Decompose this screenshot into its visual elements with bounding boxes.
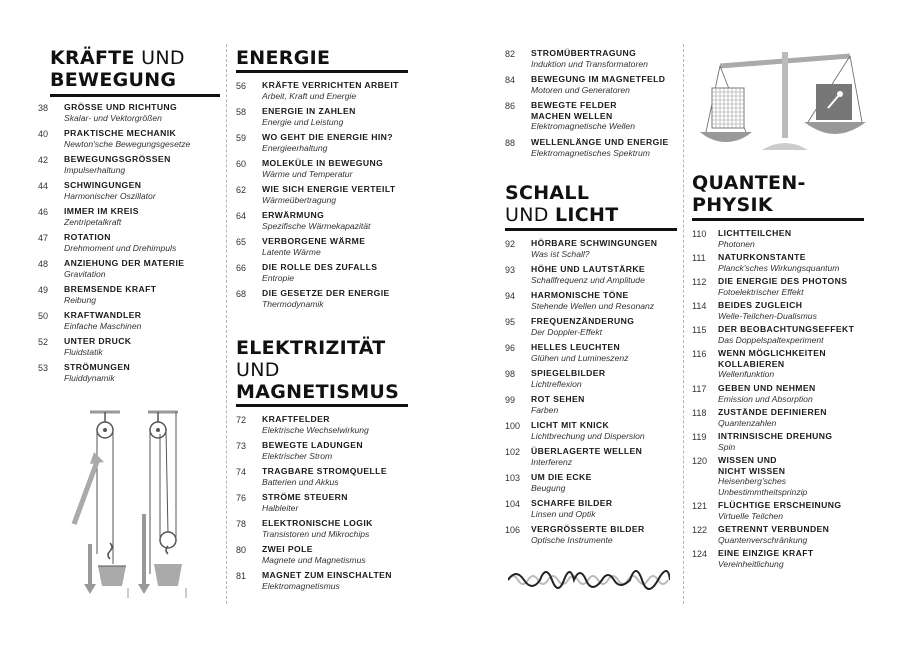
- entry-title: TRAGBARE STROMQUELLE: [262, 466, 387, 476]
- entry-subtitle: Energie und Leistung: [262, 116, 344, 127]
- section-title-quantum: [692, 172, 806, 216]
- title-part: UND: [236, 359, 280, 381]
- entry-title: ERWÄRMUNG: [262, 210, 325, 220]
- page-number: 80: [236, 545, 247, 555]
- page-number: 104: [505, 499, 521, 509]
- entry-title: LICHTTEILCHEN: [718, 228, 792, 238]
- entry-subtitle: Fotoelektrischer Effekt: [718, 286, 804, 297]
- entry-title: WO GEHT DIE ENERGIE HIN?: [262, 132, 393, 142]
- entry-subtitle: Der Doppler-Effekt: [531, 326, 603, 337]
- title-part: KRÄFTE: [50, 47, 135, 69]
- entry-title: IMMER IM KREIS: [64, 206, 139, 216]
- entry-subtitle: Latente Wärme: [262, 246, 321, 257]
- entry-subtitle: Elektromagnetisches Spektrum: [531, 147, 650, 158]
- entry-title: HÖHE UND LAUTSTÄRKE: [531, 264, 646, 274]
- entry-title: KRAFTWANDLER: [64, 310, 142, 320]
- balance-scale-icon: [700, 46, 870, 158]
- entry-subtitle: Was ist Schall?: [531, 248, 590, 259]
- page-number: 59: [236, 133, 247, 143]
- entry-title: WIE SICH ENERGIE VERTEILT: [262, 184, 396, 194]
- page-number: 96: [505, 343, 516, 353]
- entry-subtitle: Spezifische Wärmekapazität: [262, 220, 371, 231]
- entry-subtitle: Quantenverschränkung: [718, 534, 808, 545]
- entry-title: ENERGIE IN ZAHLEN: [262, 106, 356, 116]
- page-number: 115: [692, 325, 707, 335]
- entry-title: WISSEN UND: [718, 455, 777, 465]
- entry-subtitle: Photonen: [718, 238, 755, 249]
- page-number: 119: [692, 432, 707, 442]
- title-part: QUANTEN-: [692, 172, 806, 194]
- page-number: 38: [38, 103, 49, 113]
- entry-title: STRÖMUNGEN: [64, 362, 131, 372]
- entry-subtitle: Das Doppelspaltexperiment: [718, 334, 824, 345]
- entry-title: BEWEGUNG IM MAGNETFELD: [531, 74, 666, 84]
- entry-title: STRÖME STEUERN: [262, 492, 348, 502]
- entry-subtitle: Magnete und Magnetismus: [262, 554, 366, 565]
- title-part: PHYSIK: [692, 194, 773, 216]
- page-number: 103: [505, 473, 521, 483]
- sound-wave-icon: [508, 562, 670, 598]
- page-number: 95: [505, 317, 516, 327]
- entry-subtitle: Newton'sche Bewegungsgesetze: [64, 138, 191, 149]
- entry-title: DER BEOBACHTUNGSEFFEKT: [718, 324, 855, 334]
- entry-title: MAGNET ZUM EINSCHALTEN: [262, 570, 392, 580]
- section-rule: [236, 70, 408, 73]
- page-number: 52: [38, 337, 49, 347]
- page-number: 110: [692, 229, 707, 239]
- entry-title: ZWEI POLE: [262, 544, 313, 554]
- title-part: LICHT: [555, 204, 619, 226]
- entry-subtitle: Beugung: [531, 482, 566, 493]
- page-number: 99: [505, 395, 516, 405]
- title-part: UND: [134, 47, 185, 69]
- section-title-electricity: [236, 337, 399, 403]
- entry-title: MOLEKÜLE IN BEWEGUNG: [262, 158, 384, 168]
- page-number: 44: [38, 181, 49, 191]
- page-number: 78: [236, 519, 247, 529]
- page-number: 118: [692, 408, 707, 418]
- entry-subtitle: Lichtreflexion: [531, 378, 582, 389]
- pulley-system-icon: [60, 404, 200, 604]
- page-number: 50: [38, 311, 49, 321]
- entry-subtitle: Fluiddynamik: [64, 372, 115, 383]
- entry-title: ZUSTÄNDE DEFINIEREN: [718, 407, 827, 417]
- entry-subtitle: Einfache Maschinen: [64, 320, 142, 331]
- entry-subtitle: Transistoren und Mikrochips: [262, 528, 370, 539]
- entry-subtitle: Schallfrequenz und Amplitude: [531, 274, 645, 285]
- section-rule: [50, 94, 220, 97]
- page-number: 73: [236, 441, 247, 451]
- entry-subtitle: Glühen und Lumineszenz: [531, 352, 629, 363]
- entry-title: BEWEGTE LADUNGEN: [262, 440, 363, 450]
- page-number: 49: [38, 285, 49, 295]
- entry-subtitle: Elektrische Wechselwirkung: [262, 424, 369, 435]
- entry-title: HÖRBARE SCHWINGUNGEN: [531, 238, 658, 248]
- entry-title: BEWEGUNGSGRÖSSEN: [64, 154, 171, 164]
- entry-subtitle: Harmonischer Oszillator: [64, 190, 156, 201]
- page-number: 58: [236, 107, 247, 117]
- page-number: 42: [38, 155, 49, 165]
- title-part: UND: [505, 204, 555, 226]
- page-number: 81: [236, 571, 247, 581]
- page-number: 60: [236, 159, 247, 169]
- entry-subtitle: Spin: [718, 441, 736, 452]
- entry-title: DIE ROLLE DES ZUFALLS: [262, 262, 378, 272]
- page-number: 68: [236, 289, 247, 299]
- entry-title: VERBORGENE WÄRME: [262, 236, 366, 246]
- entry-title: GEBEN UND NEHMEN: [718, 383, 816, 393]
- entry-title: GRÖSSE UND RICHTUNG: [64, 102, 178, 112]
- title-part: BEWEGUNG: [50, 69, 177, 91]
- entry-title: FLÜCHTIGE ERSCHEINUNG: [718, 500, 842, 510]
- title-part: ELEKTRIZITÄT: [236, 337, 386, 359]
- entry-subtitle: Batterien und Akkus: [262, 476, 339, 487]
- page-number: 100: [505, 421, 521, 431]
- page-number: 121: [692, 501, 708, 511]
- entry-subtitle: Lichtbrechung und Dispersion: [531, 430, 645, 441]
- entry-title: HARMONISCHE TÖNE: [531, 290, 629, 300]
- page-number: 82: [505, 49, 516, 59]
- page-number: 122: [692, 525, 708, 535]
- section-title-sound-light: [505, 182, 618, 226]
- page-number: 117: [692, 384, 707, 394]
- entry-title: WELLENLÄNGE UND ENERGIE: [531, 137, 669, 147]
- page-number: 56: [236, 81, 247, 91]
- section-title-mechanics: [50, 47, 185, 91]
- page-number: 98: [505, 369, 516, 379]
- page-number: 86: [505, 101, 516, 111]
- entry-title: BREMSENDE KRAFT: [64, 284, 157, 294]
- section-title-energy: [236, 47, 330, 69]
- page-number: 53: [38, 363, 49, 373]
- entry-title: ROTATION: [64, 232, 111, 242]
- entry-subtitle: Impulserhaltung: [64, 164, 126, 175]
- entry-subtitle: Skalar- und Vektorgrößen: [64, 112, 162, 123]
- entry-title: DIE ENERGIE DES PHOTONS: [718, 276, 848, 286]
- entry-subtitle: Emission und Absorption: [718, 393, 813, 404]
- title-part: ENERGIE: [236, 47, 331, 69]
- entry-subtitle: Farben: [531, 404, 559, 415]
- page-number: 106: [505, 525, 521, 535]
- section-rule: [692, 218, 864, 221]
- entry-title: STROMÜBERTRAGUNG: [531, 48, 637, 58]
- page-number: 62: [236, 185, 247, 195]
- entry-subtitle: Arbeit, Kraft und Energie: [262, 90, 357, 101]
- page-number: 120: [692, 456, 708, 466]
- entry-title: FREQUENZÄNDERUNG: [531, 316, 635, 326]
- entry-title: GETRENNT VERBUNDEN: [718, 524, 830, 534]
- page-number: 111: [692, 253, 706, 263]
- title-part: SCHALL: [505, 182, 590, 204]
- page-number: 66: [236, 263, 247, 273]
- entry-title: MACHEN WELLEN: [531, 110, 613, 121]
- entry-subtitle: Heisenberg'sches: [718, 476, 787, 486]
- entry-subtitle: Fluidstatik: [64, 346, 103, 357]
- entry-subtitle: Unbestimmtheitsprinzip: [718, 486, 808, 497]
- entry-subtitle: Virtuelle Teilchen: [718, 510, 783, 521]
- entry-title: KOLLABIEREN: [718, 358, 785, 369]
- page-number: 47: [38, 233, 49, 243]
- entry-subtitle: Stehende Wellen und Resonanz: [531, 300, 655, 311]
- entry-subtitle: Thermodynamik: [262, 298, 324, 309]
- page-number: 64: [236, 211, 247, 221]
- entry-title: VERGRÖSSERTE BILDER: [531, 524, 645, 534]
- section-rule: [505, 228, 677, 231]
- page-number: 84: [505, 75, 516, 85]
- title-part: MAGNETISMUS: [236, 381, 400, 403]
- page-number: 46: [38, 207, 49, 217]
- entry-subtitle: Wärmeübertragung: [262, 194, 337, 205]
- entry-title: LICHT MIT KNICK: [531, 420, 610, 430]
- entry-title: DIE GESETZE DER ENERGIE: [262, 288, 390, 298]
- page-number: 124: [692, 549, 708, 559]
- entry-subtitle: Motoren und Generatoren: [531, 84, 630, 95]
- entry-title: SCHARFE BILDER: [531, 498, 613, 508]
- entry-title: NATURKONSTANTE: [718, 252, 806, 262]
- entry-title: EINE EINZIGE KRAFT: [718, 548, 814, 558]
- entry-subtitle: Reibung: [64, 294, 97, 305]
- entry-subtitle: Induktion und Transformatoren: [531, 58, 648, 69]
- entry-subtitle: Wellenfunktion: [718, 369, 775, 379]
- entry-title: ANZIEHUNG DER MATERIE: [64, 258, 185, 268]
- entry-title: ÜBERLAGERTE WELLEN: [531, 446, 643, 456]
- entry-subtitle: Linsen und Optik: [531, 508, 596, 519]
- entry-subtitle: Drehmoment und Drehimpuls: [64, 242, 177, 253]
- entry-subtitle: Optische Instrumente: [531, 534, 613, 545]
- entry-title: UNTER DRUCK: [64, 336, 132, 346]
- page-number: 76: [236, 493, 247, 503]
- entry-title: WENN MÖGLICHKEITEN: [718, 348, 826, 358]
- page-number: 74: [236, 467, 247, 477]
- page-number: 102: [505, 447, 521, 457]
- page-number: 40: [38, 129, 49, 139]
- entry-subtitle: Halbleiter: [262, 502, 299, 513]
- entry-subtitle: Elektromagnetismus: [262, 580, 340, 591]
- section-rule: [236, 404, 408, 407]
- entry-title: KRÄFTE VERRICHTEN ARBEIT: [262, 80, 399, 90]
- page-number: 116: [692, 349, 707, 359]
- column-separator: [226, 44, 227, 604]
- entry-title: SCHWINGUNGEN: [64, 180, 142, 190]
- entry-subtitle: Vereinheitlichung: [718, 558, 784, 569]
- entry-subtitle: Energieerhaltung: [262, 142, 328, 153]
- page-number: 114: [692, 301, 707, 311]
- page-number: 93: [505, 265, 516, 275]
- entry-subtitle: Wärme und Temperatur: [262, 168, 353, 179]
- page-number: 72: [236, 415, 247, 425]
- page-number: 88: [505, 138, 516, 148]
- page-number: 48: [38, 259, 49, 269]
- entry-title: INTRINSISCHE DREHUNG: [718, 431, 833, 441]
- column-separator: [683, 44, 684, 604]
- entry-subtitle: Elektrischer Strom: [262, 450, 333, 461]
- entry-subtitle: Welle-Teilchen-Dualismus: [718, 310, 817, 321]
- page-number: 65: [236, 237, 247, 247]
- entry-subtitle: Interferenz: [531, 456, 573, 467]
- entry-subtitle: Zentripetalkraft: [64, 216, 122, 227]
- entry-title: BEWEGTE FELDER: [531, 100, 617, 110]
- entry-title: SPIEGELBILDER: [531, 368, 606, 378]
- page-number: 94: [505, 291, 516, 301]
- entry-title: NICHT WISSEN: [718, 465, 786, 476]
- entry-title: BEIDES ZUGLEICH: [718, 300, 803, 310]
- entry-subtitle: Elektromagnetische Wellen: [531, 121, 635, 131]
- page-number: 112: [692, 277, 707, 287]
- entry-subtitle: Gravitation: [64, 268, 106, 279]
- entry-subtitle: Planck'sches Wirkungsquantum: [718, 262, 840, 273]
- entry-title: KRAFTFELDER: [262, 414, 330, 424]
- page-number: 92: [505, 239, 516, 249]
- entry-title: ELEKTRONISCHE LOGIK: [262, 518, 373, 528]
- entry-title: UM DIE ECKE: [531, 472, 592, 482]
- entry-title: ROT SEHEN: [531, 394, 585, 404]
- entry-subtitle: Entropie: [262, 272, 295, 283]
- entry-title: HELLES LEUCHTEN: [531, 342, 621, 352]
- entry-subtitle: Quantenzahlen: [718, 417, 777, 428]
- entry-title: PRAKTISCHE MECHANIK: [64, 128, 177, 138]
